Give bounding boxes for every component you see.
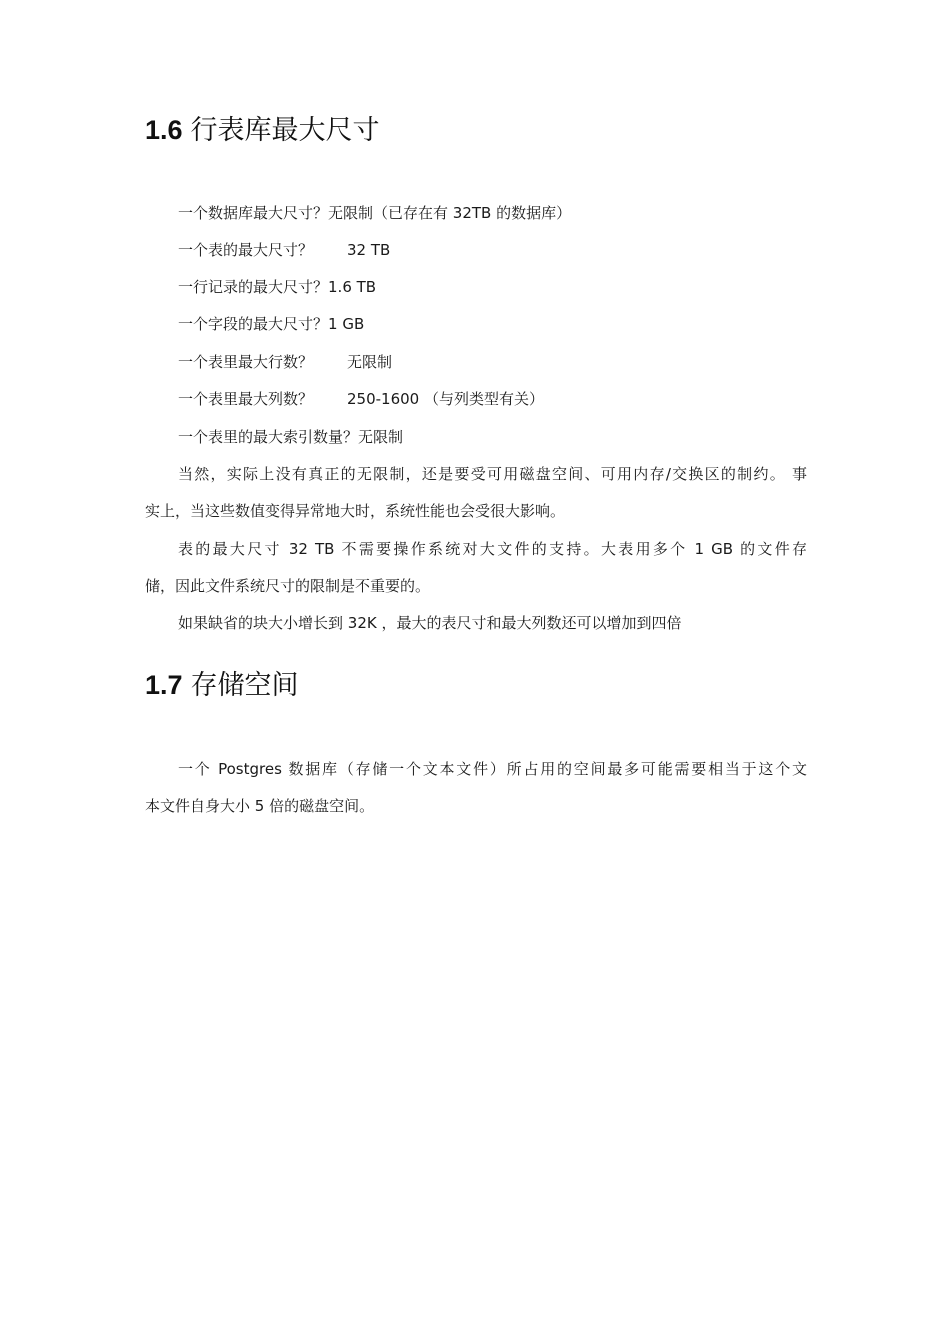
limit-label: 一行记录的最大尺寸？ — [178, 278, 329, 296]
limit-label: 一个字段的最大尺寸？ — [178, 315, 329, 333]
paragraph-practical-limits-line2: 实上，当这些数值变得异常地大时，系统性能也会受很大影响。 — [145, 502, 566, 520]
limit-row-table-size — [178, 239, 390, 261]
limit-label: 一个表的最大尺寸？ — [178, 241, 314, 259]
paragraph-storage-line1: 一个 Postgres 数据库（存储一个文本文件）所占用的空间最多可能需要相当于这个文 — [178, 760, 807, 778]
limit-row-field-size — [178, 313, 364, 335]
limit-value: 无限制（已存在有 32TB 的数据库） — [328, 204, 572, 222]
section-title: 行表库最大尺寸 — [190, 115, 380, 146]
limit-row-max-columns — [178, 388, 544, 410]
paragraph-practical-limits-line1: 当然，实际上没有真正的无限制，还是要受可用磁盘空间、可用内存/交换区的制约。 事 — [178, 465, 807, 483]
section-number: 1.6 — [145, 115, 183, 145]
section-number: 1.7 — [145, 670, 183, 700]
paragraph-storage-line2: 本文件自身大小 5 倍的磁盘空间。 — [145, 797, 375, 815]
paragraph-block-size: 如果缺省的块大小增长到 32K ，最大的表尺寸和最大列数还可以增加到四倍 — [178, 614, 682, 632]
limit-value: 250-1600 （与列类型有关） — [347, 390, 544, 408]
limit-label: 一个表里的最大索引数量？ — [178, 428, 359, 446]
limit-row-max-indexes — [178, 426, 403, 448]
limit-label: 一个数据库最大尺寸？ — [178, 204, 329, 222]
section-heading-1-6 — [145, 113, 380, 148]
limit-value: 无限制 — [347, 353, 393, 371]
limit-row-database-size — [178, 202, 571, 224]
limit-value: 1 GB — [328, 315, 365, 333]
limit-value: 1.6 TB — [328, 278, 377, 296]
section-title: 存储空间 — [190, 670, 299, 701]
limit-label: 一个表里最大行数？ — [178, 353, 314, 371]
limit-row-max-rows — [178, 351, 392, 373]
paragraph-table-size-line2: 储，因此文件系统尺寸的限制是不重要的。 — [145, 577, 431, 595]
limit-value: 32 TB — [347, 241, 391, 259]
limit-label: 一个表里最大列数？ — [178, 390, 314, 408]
limit-value: 无限制 — [358, 428, 404, 446]
limit-row-record-size — [178, 276, 376, 298]
paragraph-table-size-line1: 表的最大尺寸 32 TB 不需要操作系统对大文件的支持。大表用多个 1 GB 的文件存 — [178, 540, 807, 558]
section-heading-1-7 — [145, 668, 299, 703]
